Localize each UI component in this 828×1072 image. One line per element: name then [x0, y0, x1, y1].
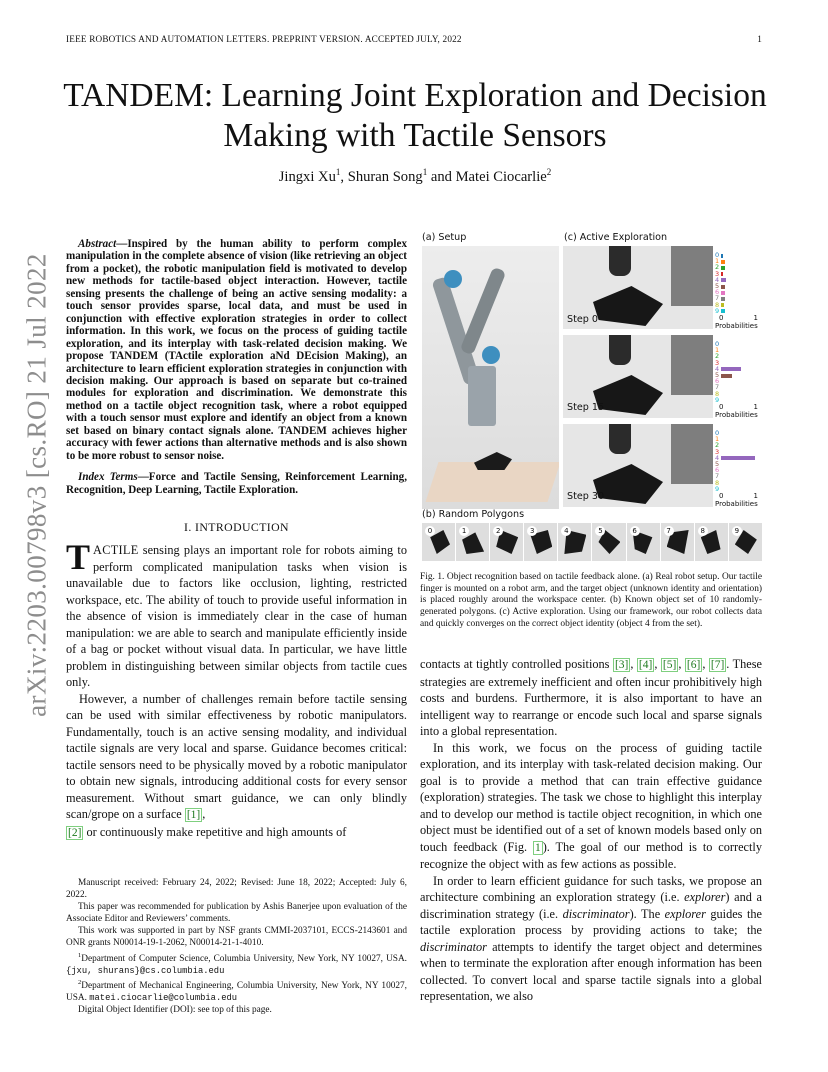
class-digit-label: 1	[715, 346, 720, 355]
occupancy-map	[671, 424, 713, 484]
term-discriminator: discriminator	[562, 906, 630, 921]
class-digit-label: 5	[715, 282, 720, 290]
first-word: ACTILE	[93, 543, 139, 558]
polygon-id-label: 7	[664, 526, 674, 536]
step-frame	[563, 246, 713, 329]
polygon-id-label: 8	[698, 526, 708, 536]
citation-link[interactable]: [3]	[614, 659, 629, 671]
probability-bar	[721, 309, 725, 313]
abstract-text: —Inspired by the human ability to perform complex manipulation in the complete absence of vision (like retrieving an object from a pocket), the robotic manipulation field is motivated to develop new methods for tactile-based object interaction. However, tactile sensing presents the challenge of being an active sensing modality: a touch sensor provides sparse, local data, and must be used in conjunction with effective exploration strategies in order to collect information. In this work, we focus on the process of guiding tactile exploration, and its interplay with task-related decision making. We propose TANDEM (TActile exploration aNd DEcision Making), an architecture to learn efficient exploration strategies in conjunction with decision making. Our approach is based on separate but co-trained modules for exploration and discrimination. We demonstrate this method on a tactile object recognition task, where a robot equipped with a touch sensor must explore and identify an object from a known set based on binary contact signals alone. TANDEM achieves higher accuracy with fewer actions than alternative methods and is also shown to be more robust to sensor noise.	[66, 238, 407, 462]
author-list	[40, 167, 790, 186]
class-digit-label: 6	[715, 288, 720, 297]
class-digit-label: 8	[715, 389, 720, 398]
axis-label: Probabilities	[715, 500, 758, 508]
polygon-id-label: 1	[459, 526, 469, 536]
polygon-tile	[456, 523, 489, 561]
class-digit-label: 4	[715, 453, 720, 462]
probability-bar	[721, 297, 725, 301]
polygon-set	[422, 523, 762, 561]
polygon-tile	[422, 523, 455, 561]
citation-separator: ,	[630, 657, 637, 671]
index-terms-label: Index Terms	[78, 471, 138, 484]
class-digit-label: 0	[715, 340, 720, 348]
left-column	[66, 238, 407, 841]
polygon-id-label: 0	[425, 526, 435, 536]
paragraph-text: or continuously make repetitive and high amounts of	[83, 824, 347, 839]
author-affiliation: 2	[546, 167, 552, 177]
footnote: This paper was recommended for publication by Ashis Banerjee upon evaluation of the Associate Editor and Reviewers’ comments.	[66, 902, 407, 925]
occupancy-map	[671, 246, 713, 306]
polygon-id-label: 4	[561, 526, 571, 536]
class-digit-label: 9	[715, 395, 720, 404]
class-digit-label: 8	[715, 478, 720, 487]
probability-bar	[721, 272, 723, 276]
axis-tick-label: 0	[719, 403, 724, 411]
footnote: Digital Object Identifier (DOI): see top of this page.	[78, 1005, 272, 1016]
step-label: Step 30	[567, 491, 605, 502]
citation-link[interactable]: [1]	[186, 809, 201, 822]
arxiv-identifier: arXiv:2203.00798v3 [cs.RO] 21 Jul 2022	[21, 253, 52, 717]
class-digit-label: 9	[715, 306, 720, 315]
right-column	[420, 656, 762, 1005]
tactile-finger	[609, 424, 631, 454]
robot-setup-photo	[422, 246, 559, 509]
probability-bar	[721, 254, 723, 258]
citation-separator: ,	[202, 807, 206, 822]
polygon-tile	[592, 523, 625, 561]
polygon-id-label: 6	[630, 526, 640, 536]
target-object	[593, 286, 663, 326]
axis-tick-label: 1	[753, 403, 758, 411]
paragraph-text: ). The goal of our method is to correctly recognize the object with as few actions as possible.	[420, 839, 762, 871]
citation-link[interactable]: [5]	[662, 659, 677, 671]
axis-label: Probabilities	[715, 322, 758, 330]
citation-link[interactable]: [4]	[638, 659, 653, 671]
citation-link[interactable]: [6]	[686, 659, 701, 671]
polygon-id-label: 5	[595, 526, 605, 536]
paragraph-text: ) and a discrimination strategy (i.e.	[420, 890, 762, 921]
author-separator: and	[427, 168, 456, 185]
citation-link[interactable]: [7]	[710, 659, 725, 671]
class-digit-label: 7	[715, 383, 720, 392]
class-digit-label: 1	[715, 435, 720, 444]
paragraph-text: attempts to identify the target object and determines when to terminate the exploration after enough information has been collected. To convert local and sparse tactile signals into a global representation, we also	[420, 939, 762, 1003]
paragraph-text: In order to learn efficient guidance for such tasks, we propose an architecture combining an exploration strategy (i.e.	[420, 873, 762, 904]
class-digit-label: 2	[715, 441, 720, 450]
citation-separator: ,	[678, 657, 685, 671]
running-head-text: IEEE ROBOTICS AND AUTOMATION LETTERS. PREPRINT VERSION. ACCEPTED JULY, 2022	[66, 34, 462, 44]
robot-joint	[482, 346, 500, 364]
term-explorer: explorer	[684, 890, 726, 904]
robot-joint	[444, 270, 462, 288]
axis-tick-label: 1	[753, 492, 758, 500]
citation-separator: ,	[702, 657, 709, 671]
term-discriminator: discriminator	[420, 939, 487, 954]
footnote	[66, 977, 407, 1004]
body-paragraph	[420, 656, 762, 740]
probability-chart	[715, 252, 761, 335]
footnote-text: Department of Mechanical Engineering, Columbia University, New York, NY 10027, USA.	[66, 980, 407, 1004]
polygon-id-label: 3	[527, 526, 537, 536]
robot-arm-segment	[460, 267, 507, 356]
figure-1	[422, 232, 762, 562]
footnotes	[66, 877, 407, 1016]
class-digit-label: 4	[715, 364, 720, 373]
class-digit-label: 6	[715, 466, 720, 475]
polygon-tile	[729, 523, 762, 561]
footnote: Manuscript received: February 24, 2022; Revised: June 18, 2022; Accepted: July 6, 2022.	[66, 878, 407, 901]
polygon-tile	[627, 523, 660, 561]
paragraph-text: contacts at tightly controlled positions	[420, 657, 613, 671]
probability-bar	[721, 291, 725, 295]
body-paragraph	[420, 740, 762, 873]
drop-cap: T	[66, 537, 91, 578]
author-name: Matei Ciocarlie	[455, 168, 547, 185]
target-object	[474, 452, 512, 470]
class-digit-label: 9	[715, 484, 720, 493]
class-digit-label: 3	[715, 358, 720, 367]
footnote	[66, 950, 407, 977]
paragraph-text: ). The	[629, 906, 665, 921]
step-frame	[563, 335, 713, 418]
probability-bar	[721, 285, 725, 289]
author-affiliation: 1	[422, 167, 428, 177]
author-affiliation: 1	[335, 167, 341, 177]
paper-title: TANDEM: Learning Joint Exploration and Decision Making with Tactile Sensors	[63, 77, 767, 154]
intro-paragraph	[66, 537, 407, 691]
probability-chart	[715, 341, 761, 424]
probability-bar	[721, 266, 725, 270]
footnote-text: Department of Computer Science, Columbia University, New York, NY 10027, USA.	[81, 953, 407, 964]
step-frame	[563, 424, 713, 507]
term-explorer: explorer	[664, 906, 706, 921]
class-digit-label: 5	[715, 371, 720, 379]
active-exploration-label: (c) Active Exploration	[564, 232, 668, 243]
polygon-tile	[558, 523, 591, 561]
paragraph-text: In this work, we focus on the process of guiding tactile exploration, and its interplay with task-related decision making. Our goal is to provide a method that can train effective guidance (exploration) strategies. The task we chose to highlight this interplay and to develop our method is tactile object recognition, in which one object must be identified out of a set of known models based only on touch feedback (Fig.	[420, 740, 762, 854]
introduction-text	[66, 537, 407, 841]
probability-axis	[715, 492, 758, 508]
figure-caption: Fig. 1. Object recognition based on tactile feedback alone. (a) Real robot setup. Our tactile finger is mounted on a robot arm, and the target object (unknown identity and orientation) is placed roughly around the workspace center. (b) Known object set of 10 randomly-generated polygons. (c) Active exploration. Using our framework, our robot collects data and quickly converges on the correct object identity (object 4 from the set).	[420, 572, 762, 629]
probability-axis	[715, 403, 758, 419]
author-email: matei.ciocarlie@columbia.edu	[89, 993, 238, 1004]
class-digit-label: 6	[715, 377, 720, 386]
polygon-tile	[490, 523, 523, 561]
probability-bar	[721, 303, 724, 307]
polygon-id-label: 9	[732, 526, 742, 536]
index-terms-text: —Force and Tactile Sensing, Reinforcement Learning, Recognition, Deep Learning, Tactile Exploration.	[66, 471, 407, 496]
citation-separator: ,	[654, 657, 661, 671]
class-digit-label: 3	[715, 269, 720, 278]
probability-bar	[721, 374, 732, 378]
footnote-marker: 1	[78, 951, 82, 959]
running-head	[66, 34, 762, 44]
tactile-finger	[609, 335, 631, 365]
probability-chart	[715, 430, 761, 513]
section-heading: I. INTRODUCTION	[184, 520, 289, 535]
class-digit-label: 4	[715, 275, 720, 284]
body-paragraph	[420, 873, 762, 1005]
tactile-finger	[609, 246, 631, 276]
step-label: Step 0	[567, 314, 598, 325]
exploration-steps	[563, 246, 713, 509]
polygons-label: (b) Random Polygons	[422, 509, 525, 520]
axis-label: Probabilities	[715, 411, 758, 419]
robot-base	[468, 366, 496, 426]
polygon-tile	[661, 523, 694, 561]
polygon-tile	[524, 523, 557, 561]
author-name: Jingxi Xu	[278, 168, 336, 185]
polygon-tile	[695, 523, 728, 561]
paragraph-text: . These strategies are extremely inefficient and often incur prohibitively high costs and burdens. Furthermore, it is also important to have an intelligent way to rearrange or encode such local and sparse signals into a global representation.	[420, 657, 762, 738]
paragraph-text: sensing plays an important role for robots aiming to perform complicated manipulation tasks when vision is unavailable due to factors like occlusion, lighting, restricted workspace, etc. The ability of touch to provide useful information in the absence of vision is immediately clear in the case of human manipulation: we are able to search and manipulate efficiently inside of a bag or pocket without visual data. In particular, we have little problem in distinguishing between similar objects from tactile cues only.	[66, 543, 407, 690]
axis-tick-label: 1	[753, 314, 758, 322]
figure-reference-link[interactable]: 1	[534, 841, 541, 854]
probability-bar	[721, 456, 755, 460]
class-digit-label: 0	[715, 429, 720, 437]
paragraph-text: guides the tactile exploration process by providing actions to take; the	[420, 906, 762, 937]
class-digit-label: 2	[715, 263, 720, 272]
class-digit-label: 3	[715, 447, 720, 456]
paragraph-text: However, a number of challenges remain before tactile sensing can be used with similar effectiveness by robotic manipulators. Fundamentally, touch is an active sensing modality, and individual tactile signals are very local and sparse. Guidance becomes critical: tactile sensors need to be physically moved by a robotic manipulator to obtain new signals, introducing additional costs for every sensor measurement. Without smart guidance, we can only blindly scan/grope on a surface	[66, 691, 407, 822]
index-terms	[66, 471, 407, 496]
page-number: 1	[757, 34, 762, 44]
axis-tick-label: 0	[719, 314, 724, 322]
probability-bar	[721, 367, 741, 371]
polygon-id-label: 2	[493, 526, 503, 536]
axis-tick-label: 0	[719, 492, 724, 500]
class-digit-label: 8	[715, 300, 720, 309]
author-name: Shuran Song	[347, 168, 423, 185]
citation-link[interactable]: [2]	[68, 826, 82, 839]
author-email: {jxu, shurans}@cs.columbia.edu	[66, 965, 225, 976]
probability-bar	[721, 278, 726, 282]
setup-label: (a) Setup	[422, 232, 467, 243]
class-digit-label: 2	[715, 352, 720, 361]
step-label: Step 15	[567, 402, 605, 413]
abstract	[66, 238, 407, 462]
probability-axis	[715, 314, 758, 330]
class-digit-label: 5	[715, 460, 720, 468]
class-digit-label: 1	[715, 257, 720, 266]
class-digit-label: 7	[715, 472, 720, 481]
intro-paragraph	[66, 691, 407, 842]
footnote: This work was supported in part by NSF grants CMMI-2037101, ECCS-2143601 and ONR grants N00014-19-1-2062, N00014-21-1-4010.	[66, 926, 407, 949]
class-digit-label: 7	[715, 294, 720, 303]
footnote-marker: 2	[78, 978, 82, 986]
arxiv-sidebar	[20, 253, 54, 717]
abstract-label: Abstract	[78, 238, 117, 250]
class-digit-label: 0	[715, 251, 720, 259]
probability-bar	[721, 260, 725, 264]
author-separator: ,	[340, 168, 348, 185]
occupancy-map	[671, 335, 713, 395]
